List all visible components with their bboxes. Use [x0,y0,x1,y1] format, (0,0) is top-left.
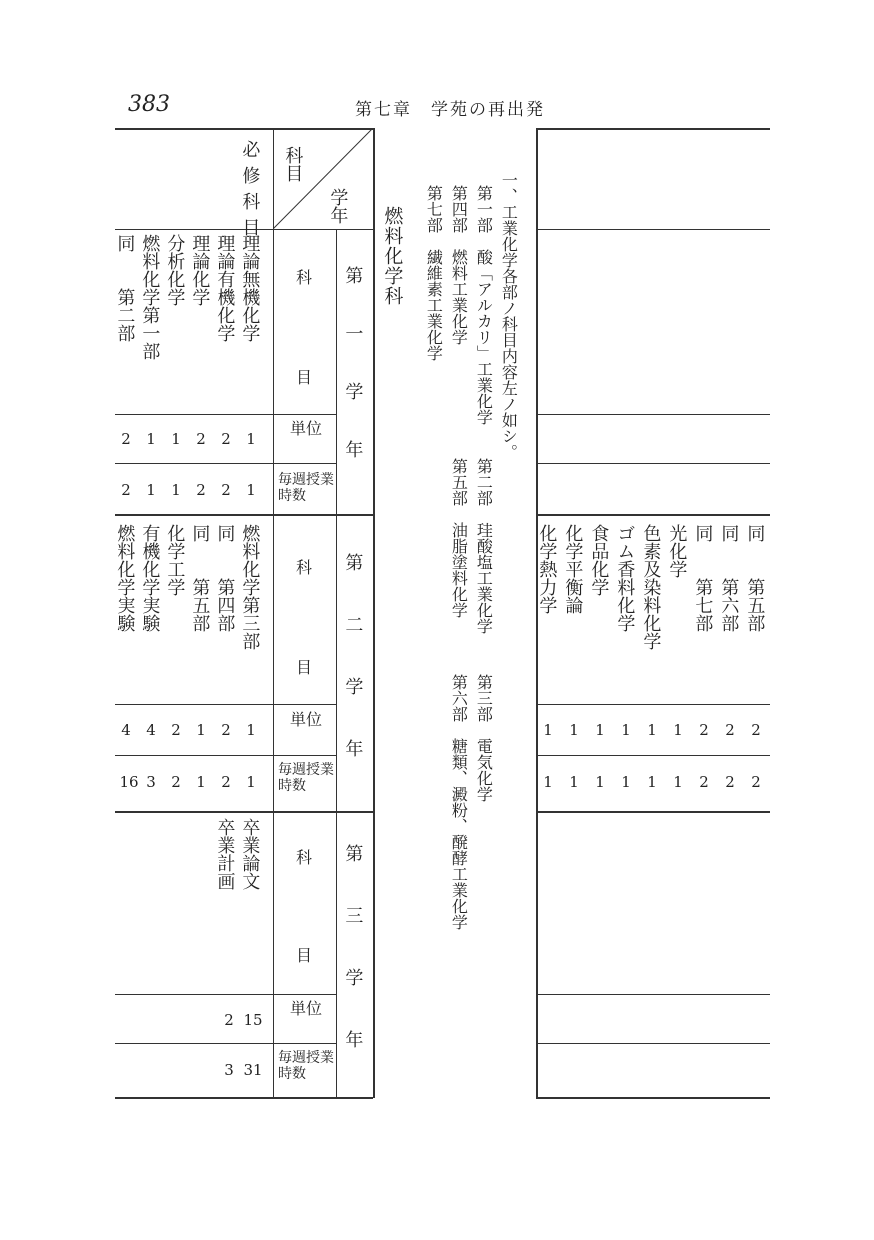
elective-unit: 1 [543,721,553,739]
elective-subject: 色素及染料化学 [640,524,662,650]
y3-col-subject2: 目 [296,946,313,965]
y3-hours: 3 [224,1061,234,1079]
y1-hours: 1 [246,481,256,499]
y2-col-subject2: 目 [296,658,313,677]
y2-subject: 燃料化学実験 [114,524,136,632]
y2-unit: 4 [146,721,156,739]
elective-subject: 化学熱力学 [536,524,558,614]
note-part: 第四部 燃料工業化学 [449,185,469,345]
elective-unit: 1 [569,721,579,739]
y1-subject: 同 第二部 [114,234,136,342]
elective-subject: 同 第六部 [718,524,740,632]
y1-hours: 1 [171,481,181,499]
y3-subject: 卒業論文 [239,818,261,890]
y1-unit: 2 [121,430,131,448]
y2-unit: 4 [121,721,131,739]
elective-subject: 化学平衡論 [562,524,584,614]
elective-subject: 同 第七部 [692,524,714,632]
elective-hours: 1 [647,773,657,791]
y1-unit: 1 [171,430,181,448]
y1-hours: 2 [196,481,206,499]
y1-hours: 1 [146,481,156,499]
y2-col-unit: 単位 [290,710,323,729]
y1-subject: 理論無機化学 [239,234,261,342]
elective-hours: 2 [699,773,709,791]
y1-col-subject2: 目 [296,368,313,387]
y3-col-subject: 科 [296,848,313,867]
elective-unit: 1 [673,721,683,739]
note-part: 第一部 酸「アルカリ」工業化学 [474,185,494,425]
corner-subject-label: 科目 [282,146,304,182]
elective-unit: 1 [621,721,631,739]
y1-subject: 分析化学 [164,234,186,306]
y2-col-subject: 科 [296,558,313,577]
note-part: 第五部 油脂塗料化学 [449,458,469,618]
y1-col-hours: 毎週授業時数 [278,472,334,505]
y3-col-unit: 単位 [290,999,323,1018]
note-part: 第六部 糖類、澱粉、醗酵工業化学 [449,674,469,930]
y2-hours: 1 [196,773,206,791]
department-title: 燃料化学科 [381,206,404,306]
elective-hours: 2 [751,773,761,791]
y2-unit: 1 [246,721,256,739]
y2-hours: 2 [221,773,231,791]
note-part: 第二部 珪酸塩工業化学 [474,458,494,634]
required-subjects-label: 必修科目 [239,140,261,244]
y2-subject: 化学工学 [164,524,186,596]
y2-subject: 有機化学実験 [139,524,161,632]
y3-unit: 15 [243,1011,263,1029]
y2-col-hours: 毎週授業時数 [278,762,334,795]
chapter-title: 第七章 学苑の再出発 [355,100,545,120]
y2-hours: 2 [171,773,181,791]
y1-unit: 1 [246,430,256,448]
elective-subject: ゴム香料化学 [614,524,636,632]
year3-label: 第三学年 [342,844,364,1092]
y2-subject: 同 第四部 [214,524,236,632]
elective-unit: 1 [647,721,657,739]
elective-hours: 2 [725,773,735,791]
elective-hours: 1 [569,773,579,791]
y3-col-hours: 毎週授業時数 [278,1050,334,1083]
y2-hours: 16 [119,773,139,791]
y1-unit: 1 [146,430,156,448]
year1-label: 第一学年 [342,266,364,498]
y2-unit: 1 [196,721,206,739]
y1-col-subject: 科 [296,268,313,287]
y2-hours: 3 [146,773,156,791]
elective-subject: 光化学 [666,524,688,578]
y3-subject: 卒業計画 [214,818,236,890]
y2-unit: 2 [171,721,181,739]
y1-hours: 2 [221,481,231,499]
notes-intro: 一、工業化学各部ノ科目内容左ノ如シ。 [499,172,519,460]
elective-unit: 2 [699,721,709,739]
y1-unit: 2 [221,430,231,448]
y1-hours: 2 [121,481,131,499]
elective-hours: 1 [543,773,553,791]
y1-unit: 2 [196,430,206,448]
page-number: 383 [128,92,170,117]
elective-unit: 2 [725,721,735,739]
y3-unit: 2 [224,1011,234,1029]
corner-year-label: 学年 [327,188,349,224]
elective-hours: 1 [621,773,631,791]
y1-subject: 燃料化学第一部 [139,234,161,360]
y1-col-unit: 単位 [290,419,323,438]
y2-subject: 燃料化学第三部 [239,524,261,650]
note-part: 第七部 繊維素工業化学 [424,185,444,361]
y2-hours: 1 [246,773,256,791]
elective-hours: 1 [595,773,605,791]
y2-unit: 2 [221,721,231,739]
elective-subject: 食品化学 [588,524,610,596]
year2-label: 第二学年 [342,553,364,801]
y3-hours: 31 [243,1061,263,1079]
elective-subject: 同 第五部 [744,524,766,632]
note-part: 第三部 電気化学 [474,674,494,802]
elective-hours: 1 [673,773,683,791]
y1-subject: 理論化学 [189,234,211,306]
elective-unit: 2 [751,721,761,739]
y2-subject: 同 第五部 [189,524,211,632]
y1-subject: 理論有機化学 [214,234,236,342]
elective-unit: 1 [595,721,605,739]
